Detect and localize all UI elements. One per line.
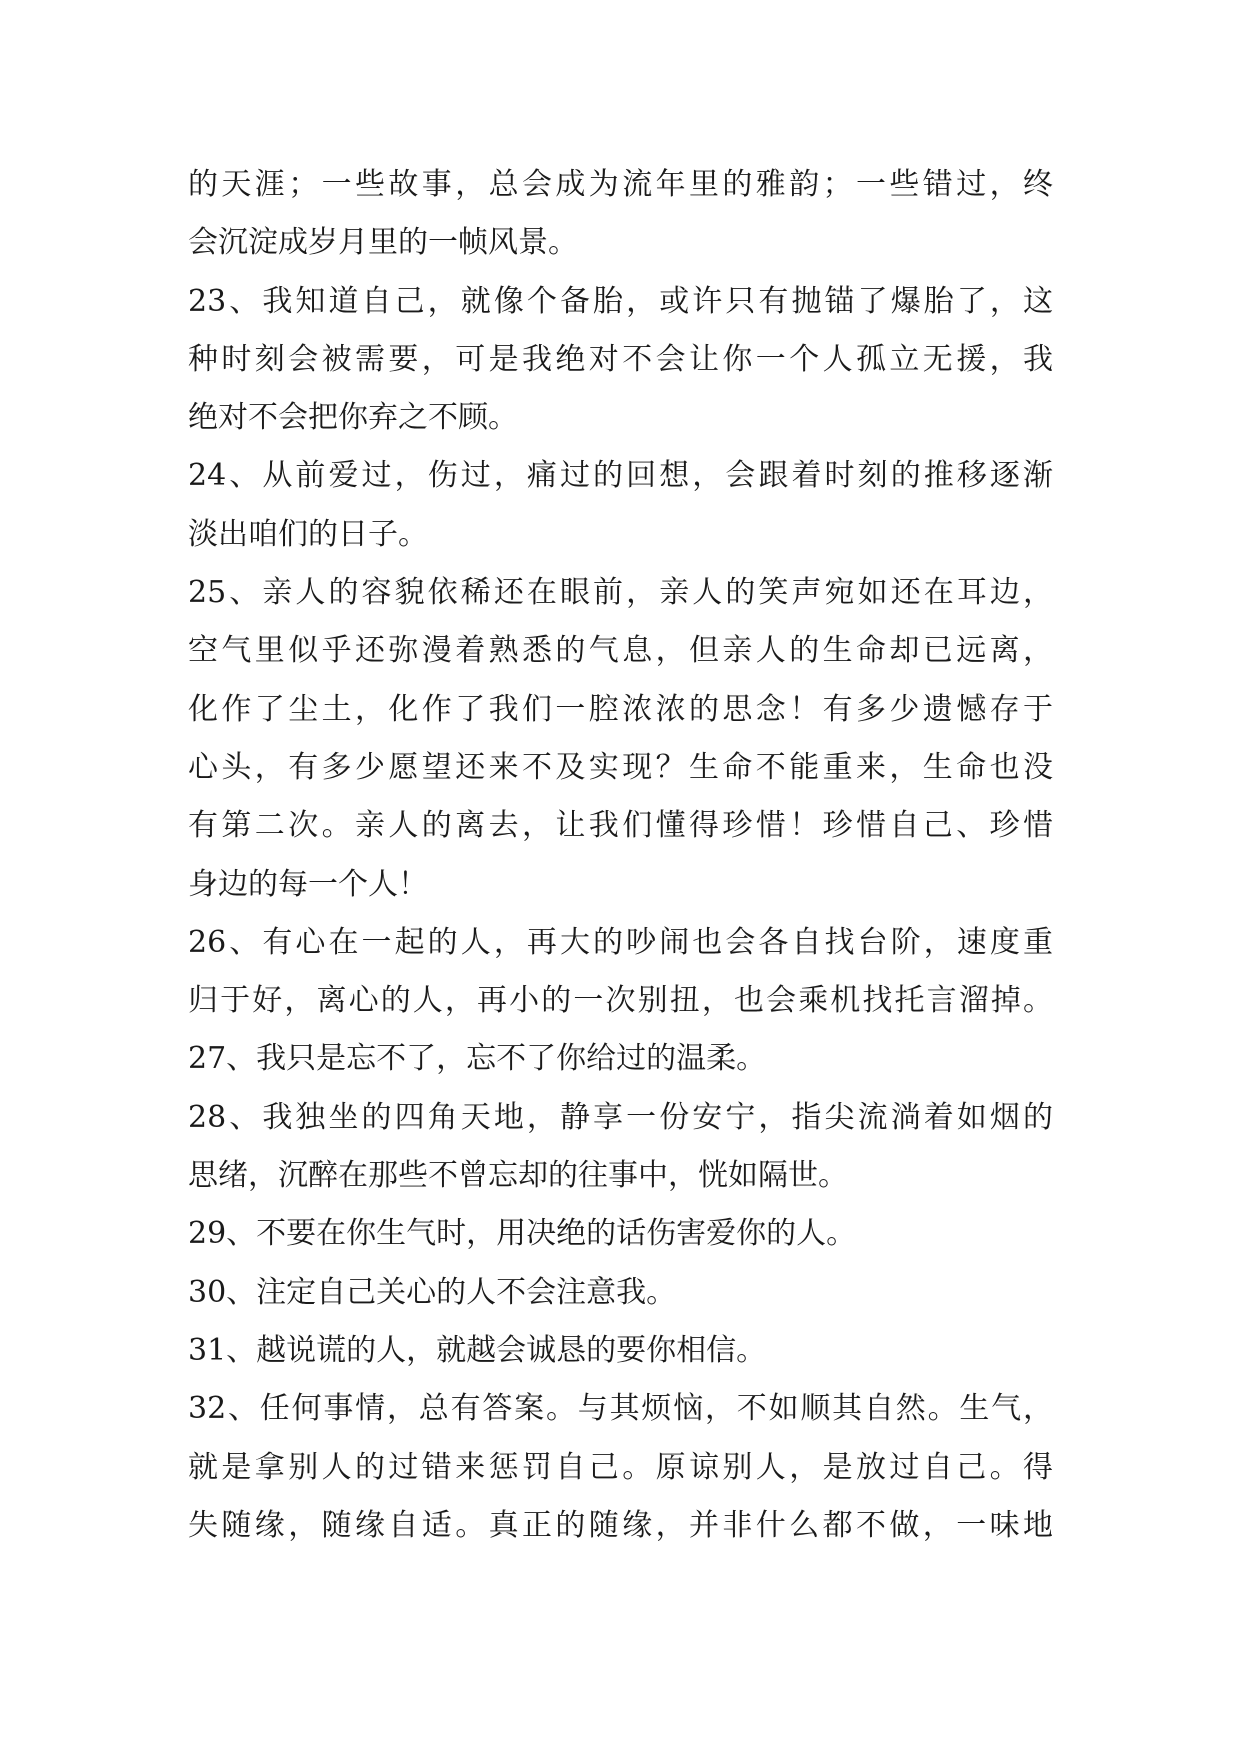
text-line: 27、我只是忘不了，忘不了你给过的温柔。 [188, 1041, 767, 1077]
text-line: 种时刻会被需要，可是我绝对不会让你一个人孤立无援，我 [188, 341, 1053, 377]
text-line: 23、我知道自己，就像个备胎，或许只有抛锚了爆胎了，这 [188, 283, 1053, 319]
text-line: 25、亲人的容貌依稀还在眼前，亲人的笑声宛如还在耳边， [188, 575, 1053, 611]
text-line: 失随缘，随缘自适。真正的随缘，并非什么都不做，一味地 [188, 1507, 1053, 1543]
text-line: 28、我独坐的四角天地，静享一份安宁，指尖流淌着如烟的 [188, 1099, 1053, 1135]
text-line: 归于好，离心的人，再小的一次别扭，也会乘机找托言溜掉。 [188, 983, 1053, 1019]
text-line: 心头，有多少愿望还来不及实现？生命不能重来，生命也没 [188, 749, 1053, 785]
text-line: 就是拿别人的过错来惩罚自己。原谅别人，是放过自己。得 [188, 1449, 1053, 1485]
text-line: 29、不要在你生气时，用决绝的话伤害爱你的人。 [188, 1216, 857, 1252]
text-line: 淡出咱们的日子。 [188, 516, 428, 552]
text-line: 化作了尘土，化作了我们一腔浓浓的思念！有多少遗憾存于 [188, 691, 1053, 727]
text-line: 有第二次。亲人的离去，让我们懂得珍惜！珍惜自己、珍惜 [188, 808, 1053, 844]
text-line: 30、注定自己关心的人不会注意我。 [188, 1274, 677, 1310]
document-body [188, 156, 1053, 1555]
text-line: 绝对不会把你弃之不顾。 [188, 400, 518, 436]
text-line: 思绪，沉醉在那些不曾忘却的往事中，恍如隔世。 [188, 1158, 848, 1194]
text-line: 32、任何事情，总有答案。与其烦恼，不如顺其自然。生气， [188, 1391, 1053, 1427]
text-line: 会沉淀成岁月里的一帧风景。 [188, 225, 578, 261]
text-line: 26、有心在一起的人，再大的吵闹也会各自找台阶，速度重 [188, 924, 1053, 960]
text-line: 身边的每一个人！ [188, 866, 428, 902]
text-line: 的天涯；一些故事，总会成为流年里的雅韵；一些错过，终 [188, 167, 1053, 202]
text-line: 31、越说谎的人，就越会诚恳的要你相信。 [188, 1332, 767, 1368]
text-line: 24、从前爱过，伤过，痛过的回想，会跟着时刻的推移逐渐 [188, 458, 1053, 494]
text-line: 空气里似乎还弥漫着熟悉的气息，但亲人的生命却已远离， [188, 633, 1053, 669]
